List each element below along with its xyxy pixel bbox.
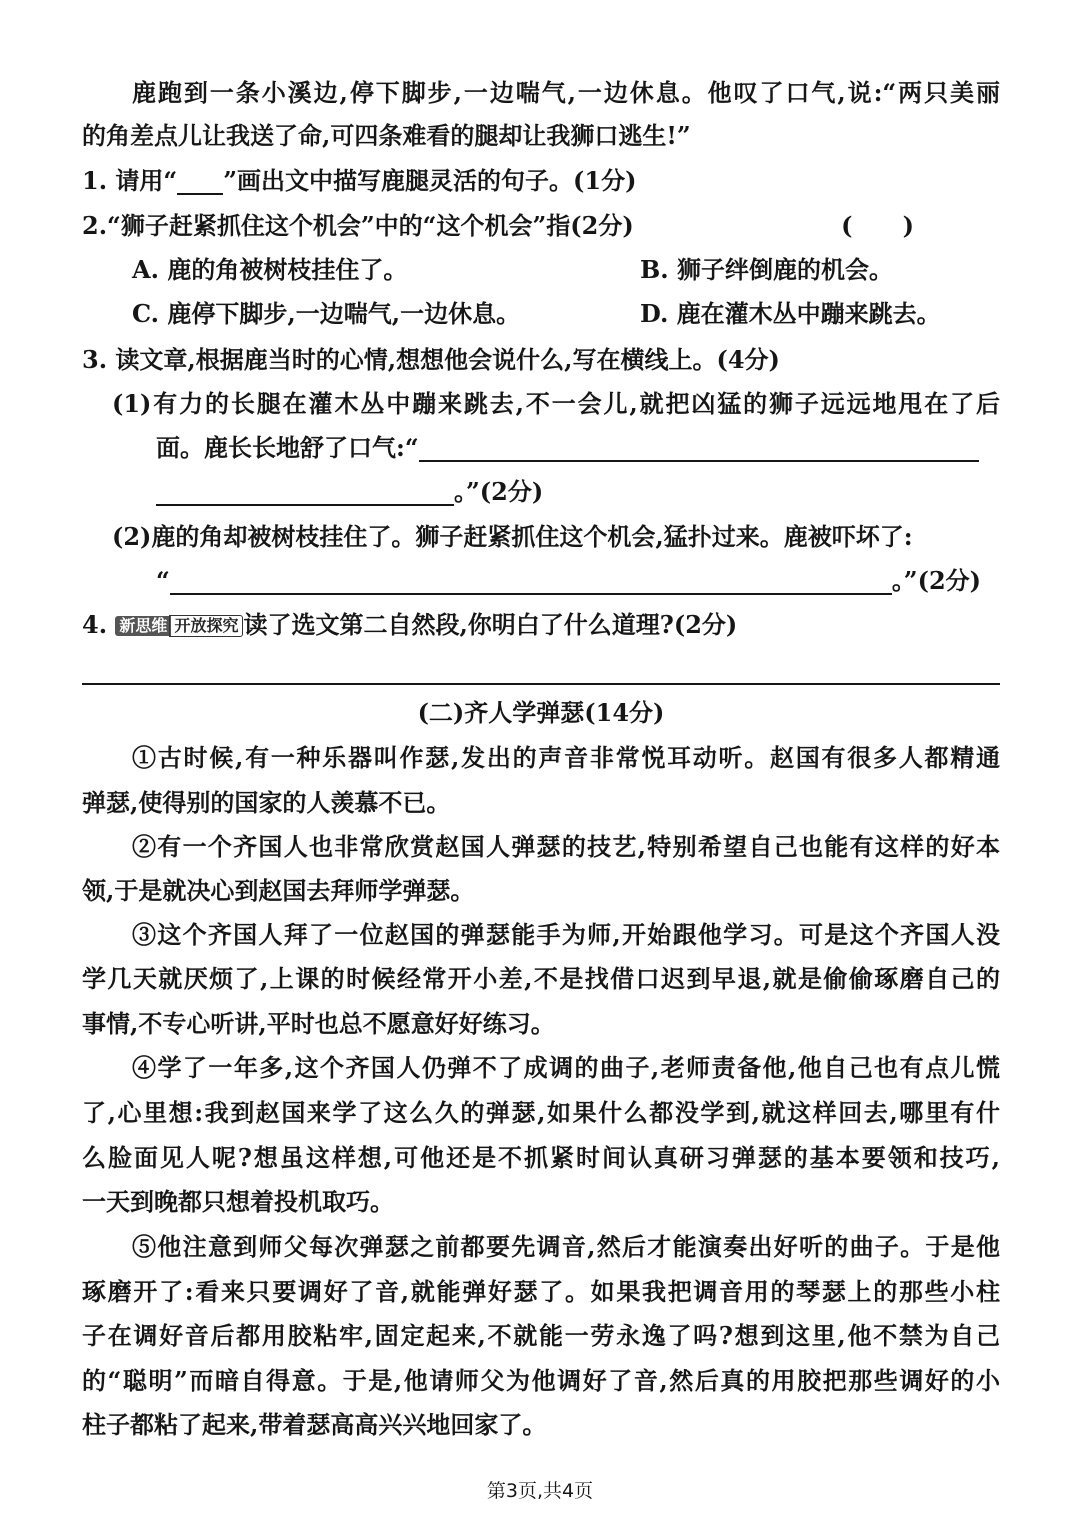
q3-sub1-line3	[156, 477, 1000, 507]
q2-options-row	[132, 255, 1000, 285]
q3-sub2-score: 。”(2分)	[891, 566, 982, 595]
passage-line: 鹿跑到一条小溪边,停下脚步,一边喘气,一边休息。他叹了口气,说:“两只美丽	[132, 78, 1000, 107]
q3-sub1-score: 。”(2分)	[454, 477, 544, 506]
q1-prefix: 1. 请用“	[82, 166, 178, 195]
q3-sub1-line1: (1)有力的长腿在灌木丛中蹦来跳去,不一会儿,就把凶猛的狮子远远地甩在了后	[112, 389, 1000, 418]
q3-sub1-line2	[156, 433, 1000, 463]
question-2	[82, 211, 1000, 241]
q3-sub2-line1: (2)鹿的角却被树枝挂住了。狮子赶紧抓住这个机会,猛扑过来。鹿被吓坏了:	[112, 522, 913, 551]
q1-suffix: ”画出文中描写鹿腿灵活的句子。(1分)	[223, 166, 637, 195]
passage-2-line: ①古时候,有一种乐器叫作瑟,发出的声音非常悦耳动听。赵国有很多人都精通	[132, 743, 1000, 772]
q2-option-b[interactable]: B. 狮子绊倒鹿的机会。	[640, 255, 893, 284]
passage-2-line: ⑤他注意到师父每次弹瑟之前都要先调音,然后才能演奏出好听的曲子。于是他	[132, 1232, 1000, 1261]
open-inquiry-tag: 开放探究	[169, 615, 243, 637]
q2-text: 2.“狮子赶紧抓住这个机会”中的“这个机会”指(2分)	[82, 211, 634, 240]
q4-number: 4.	[82, 610, 108, 639]
q2-option-d[interactable]: D. 鹿在灌木丛中蹦来跳去。	[640, 299, 941, 328]
q1-underline-sample	[177, 171, 223, 195]
passage-2-line: 了,心里想:我到赵国来学了这么久的弹瑟,如果什么都没学到,就这样回去,哪里有什	[82, 1098, 1000, 1127]
passage-2-line: 学几天就厌烦了,上课的时候经常开小差,不是找借口迟到早退,就是偷偷琢磨自己的	[82, 964, 1000, 993]
q4-text: 读了选文第二自然段,你明白了什么道理?(2分)	[243, 610, 738, 639]
passage-2-line: 琢磨开了:看来只要调好了音,就能弹好瑟了。如果我把调音用的琴瑟上的那些小柱	[82, 1277, 1000, 1306]
q4-answer-line[interactable]	[82, 683, 1000, 685]
passage-2-line: 子在调好音后都用胶粘牢,固定起来,不就能一劳永逸了吗?想到这里,他不禁为自己	[82, 1321, 1000, 1350]
q2-option-a[interactable]: A. 鹿的角被树枝挂住了。	[132, 255, 408, 284]
question-3: 3. 读文章,根据鹿当时的心情,想想他会说什么,写在横线上。(4分)	[82, 345, 780, 374]
passage-2-line: ③这个齐国人拜了一位赵国的弹瑟能手为师,开始跟他学习。可是这个齐国人没	[132, 920, 1000, 949]
q3-sub1-answer-line[interactable]	[419, 438, 979, 462]
passage-2-line: 弹瑟,使得别的国家的人羡慕不已。	[82, 788, 451, 817]
q3-sub2-open-quote: “	[156, 566, 170, 595]
q3-sub2-answer-line[interactable]	[170, 571, 892, 595]
q2-answer-blank[interactable]: ( )	[841, 211, 914, 240]
passage-2-line: 的“聪明”而暗自得意。于是,他请师父为他调好了音,然后真的用胶把那些调好的小	[82, 1366, 1000, 1395]
passage-2-line: 事情,不专心听讲,平时也总不愿意好好练习。	[82, 1009, 555, 1038]
passage-2-line: 领,于是就决心到赵国去拜师学弹瑟。	[82, 876, 475, 905]
passage-2-line: ④学了一年多,这个齐国人仍弹不了成调的曲子,老师责备他,他自己也有点儿慌	[132, 1053, 1000, 1082]
question-4	[82, 610, 1000, 640]
q3-sub1-prompt: 面。鹿长长地舒了口气:“	[156, 433, 419, 462]
passage-2-line: ②有一个齐国人也非常欣赏赵国人弹瑟的技艺,特别希望自己也能有这样的好本	[132, 832, 1000, 861]
question-1	[82, 166, 1000, 196]
q3-sub2-line2	[156, 566, 1000, 596]
passage-2-line: 么脸面见人呢?想虽这样想,可他还是不抓紧时间认真研习弹瑟的基本要领和技巧,	[82, 1143, 1000, 1172]
passage-2-line: 柱子都粘了起来,带着瑟高高兴兴地回家了。	[82, 1410, 547, 1439]
passage-line: 的角差点儿让我送了命,可四条难看的腿却让我狮口逃生!”	[82, 121, 691, 150]
passage-2-line: 一天到晚都只想着投机取巧。	[82, 1187, 394, 1216]
q3-sub1-answer-line-2[interactable]	[156, 482, 454, 506]
new-thinking-tag: 新思维	[115, 616, 171, 636]
section-2-title: (二)齐人学弹瑟(14分)	[417, 698, 665, 727]
q2-option-c[interactable]: C. 鹿停下脚步,一边喘气,一边休息。	[132, 299, 521, 328]
q2-options-row	[132, 299, 1000, 329]
page-footer: 第3页,共4页	[486, 1480, 594, 1502]
